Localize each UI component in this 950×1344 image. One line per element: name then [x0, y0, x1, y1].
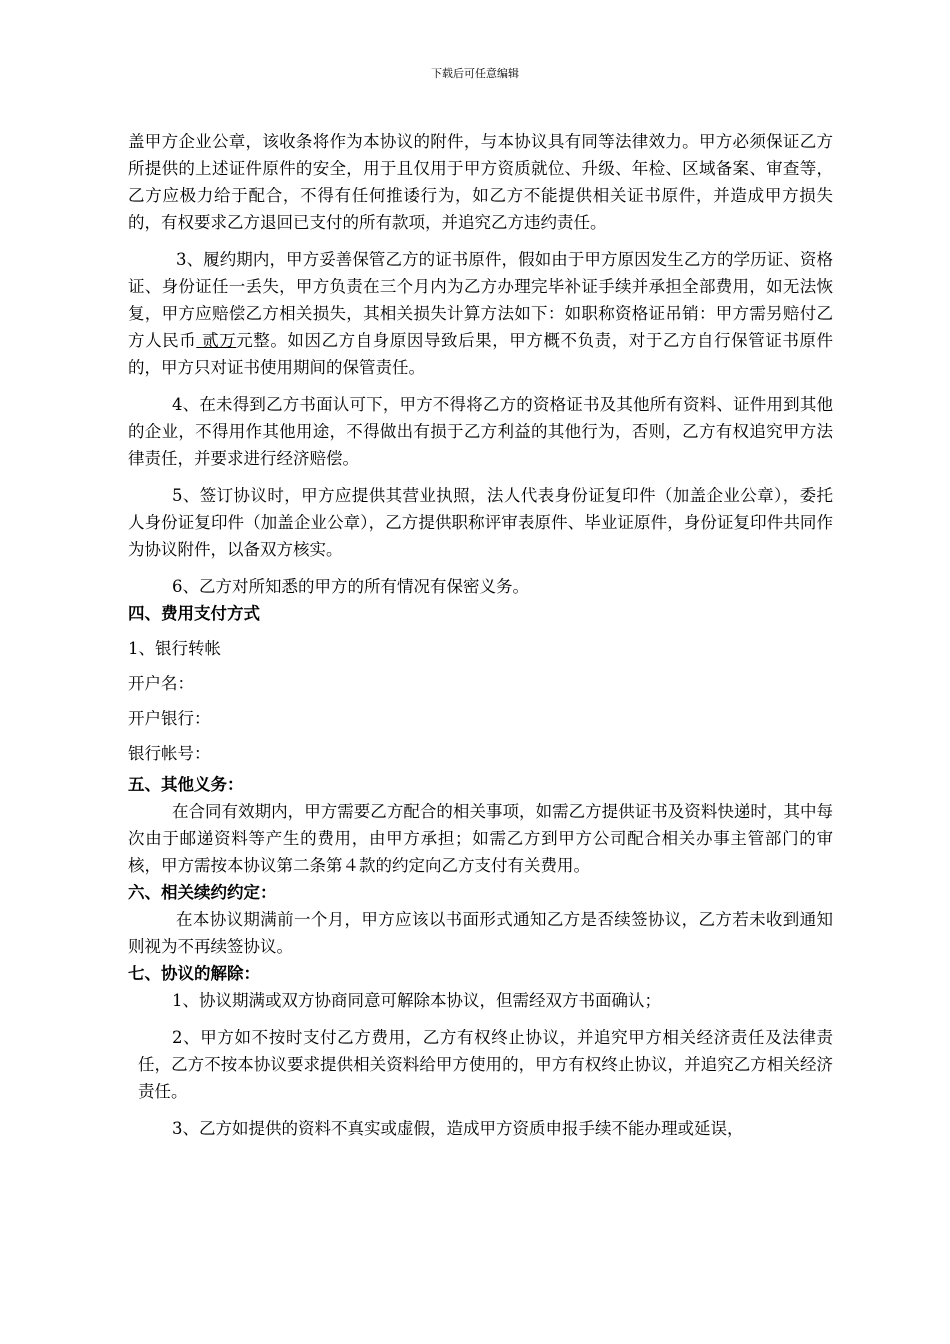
section-7-heading: 七、协议的解除： [128, 964, 260, 983]
section-7-item-2: 2、甲方如不按时支付乙方费用，乙方有权终止协议，并追究甲方相关经济责任及法律责任，乙方不按本协议要求提供相关资料给甲方使用的，甲方有权终止协议，并追究乙方相关经济责任。 [138, 1028, 833, 1101]
clause-5: 5、签订协议时，甲方应提供其营业执照，法人代表身份证复印件（加盖企业公章），委托人身份证复印件（加盖企业公章），乙方提供职称评审表原件、毕业证原件，身份证复印件共同作为协议附件，以备双方核实。 [128, 486, 833, 559]
account-name-label: 开户名： [128, 674, 194, 693]
paragraph-continuation: 盖甲方企业公章，该收条将作为本协议的附件，与本协议具有同等法律效力。甲方必须保证乙方所提供的上述证件原件的安全，用于且仅用于甲方资质就位、升级、年检、区域备案、审查等，乙方应极力给于配合，不得有任何推诿行为，如乙方不能提供相关证书原件，并造成甲方损失的，有权要求乙方退回已支付的所有款项，并追究乙方违约责任。 [128, 132, 833, 232]
clause-4: 4、在未得到乙方书面认可下，甲方不得将乙方的资格证书及其他所有资料、证件用到其他的企业，不得用作其他用途，不得做出有损于乙方利益的其他行为，否则，乙方有权追究甲方法律责任，并要求进行经济赔偿。 [128, 395, 833, 468]
payment-method: 1、银行转帐 [128, 639, 221, 658]
section-6-heading: 六、相关续约约定： [128, 883, 277, 902]
section-5-heading: 五、其他义务： [128, 775, 244, 794]
section-4-heading: 四、费用支付方式 [128, 604, 260, 623]
section-5-text: 在合同有效期内，甲方需要乙方配合的相关事项，如需乙方提供证书及资料快递时，其中每次由于邮递资料等产生的费用，由甲方承担；如需乙方到甲方公司配合相关办事主管部门的审核，甲方需按本协议第二条第４款的约定向乙方支付有关费用。 [128, 802, 833, 875]
clause-3-text-b: 元整。如因乙方自身原因导致后果，甲方概不负责，对于乙方自行保管证书原件的，甲方只对证书使用期间的保管责任。 [128, 331, 834, 377]
section-6-text: 在本协议期满前一个月，甲方应该以书面形式通知乙方是否续签协议，乙方若未收到通知则视为不再续签协议。 [128, 910, 833, 956]
clause-3 [128, 246, 833, 381]
account-number-label: 银行帐号： [128, 744, 211, 763]
document-body [128, 128, 833, 1142]
bank-name-label: 开户银行： [128, 709, 211, 728]
page-header: 下载后可任意编辑 [431, 67, 519, 80]
compensation-amount: 贰万 [196, 331, 237, 350]
section-7-item-3: 3、乙方如提供的资料不真实或虚假，造成甲方资质申报手续不能办理或延误， [172, 1119, 744, 1138]
clause-3-text-a: 3、履约期内，甲方妥善保管乙方的证书原件，假如由于甲方原因发生乙方的学历证、资格证、身份证任一丢失，甲方负责在三个月内为乙方办理完毕补证手续并承担全部费用，如无法恢复，甲方应赔偿乙方相关损失，其相关损失计算方法如下：如职称资格证吊销：甲方需另赔付乙方人民币 [128, 250, 833, 350]
clause-6: 6、乙方对所知悉的甲方的所有情况有保密义务。 [172, 577, 529, 596]
section-7-item-1: 1、协议期满或双方协商同意可解除本协议，但需经双方书面确认； [172, 991, 661, 1010]
